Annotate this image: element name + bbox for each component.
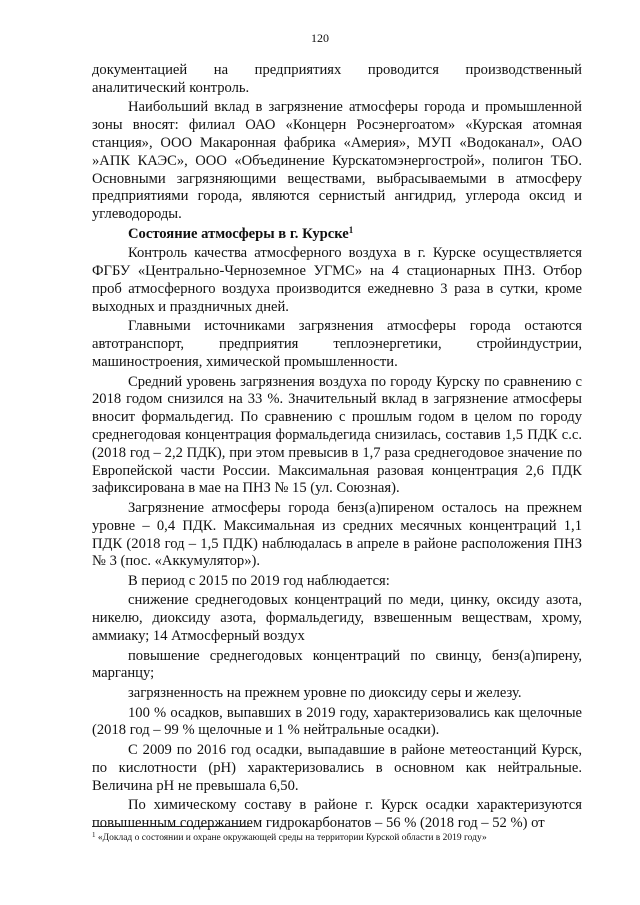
- footnote-text: «Доклад о состоянии и охране окружающей среды на территории Курской области в 2019 году»: [97, 833, 487, 843]
- paragraph: повышение среднегодовых концентраций по свинцу, бенз(а)пирену, марганцу;: [92, 647, 582, 682]
- paragraph: С 2009 по 2016 год осадки, выпадавшие в районе метеостанций Курск, по кислотности (рН) характеризовались в основном как нейтральные. Величина рН не превышала 6,50.: [92, 742, 582, 794]
- footnote-mark: 1: [92, 831, 96, 839]
- paragraph: Контроль качества атмосферного воздуха в г. Курске осуществляется ФГБУ «Центрально-Черноземное УГМС» на 4 стационарных ПНЗ. Отбор проб атмосферного воздуха производится ежедневно 3 раза в сутки, кроме выходных и праздничных дней.: [92, 245, 582, 315]
- paragraph: загрязненность на прежнем уровне по диоксиду серы и железу.: [128, 685, 522, 702]
- page-body: [92, 62, 582, 835]
- page-number: 120: [311, 31, 329, 45]
- section-heading-text: Состояние атмосферы в г. Курске: [128, 225, 349, 242]
- paragraph: Наибольший вклад в загрязнение атмосферы города и промышленной зоны вносят: филиал ОАО «Концерн Росэнергоатом» «Курская атомная станция», ООО Макаронная фабрика «Америя», МУП «Водоканал», ОАО »АПК КАЭС», ООО «Объединение Курскатомэнергострой», полигон ТБО. Основными загрязняющими веществами, выбрасываемыми в атмосферу предприятиями города, являются сернистый ангидрид, углерода оксид и углеводороды.: [92, 99, 582, 223]
- section-heading: [92, 226, 582, 244]
- paragraph: снижение среднегодовых концентраций по меди, цинку, оксиду азота, никелю, диоксиду азота, формальдегиду, взвешенным веществам, хрому, аммиаку; 14 Атмосферный воздух: [92, 592, 582, 645]
- paragraph: Средний уровень загрязнения воздуха по городу Курску по сравнению с 2018 годом снизился на 33 %. Значительный вклад в загрязнение атмосферы вносит формальдегид. По сравнению с прошлым годом в целом по городу среднегодовая концентрация формальдегида снизилась, составив 1,5 ПДК с.с. (2018 год – 2,2 ПДК), при этом превысив в 1,7 раза среднегодовое значение по Европейской части России. Максимальная разовая концентрация 2,6 ПДК зафиксирована в мае на ПНЗ № 15 (ул. Союзная).: [92, 373, 582, 497]
- paragraph: Загрязнение атмосферы города бенз(а)пиреном осталось на прежнем уровне – 0,4 ПДК. Максимальная из средних месячных концентраций 1,1 ПДК (2018 год – 1,5 ПДК) наблюдалась в апреле в районе расположения ПНЗ № 3 (пос. «Аккумулятор»).: [92, 499, 582, 570]
- paragraph: В период с 2015 по 2019 год наблюдается:: [128, 572, 390, 589]
- paragraph: 100 % осадков, выпавших в 2019 году, характеризовались как щелочные (2018 год – 99 % щелочные и 1 % нейтральные осадки).: [92, 704, 582, 739]
- footnote-reference: 1: [348, 224, 354, 235]
- paragraph: документацией на предприятиях проводится производственный аналитический контроль.: [92, 62, 582, 96]
- footnote-divider: [92, 826, 252, 827]
- paragraph: По химическому составу в районе г. Курск осадки характеризуются повышенным содержанием гидрокарбонатов – 56 % (2018 год – 52 %) от: [92, 797, 582, 832]
- paragraph: Главными источниками загрязнения атмосферы города остаются автотранспорт, предприятия теплоэнергетики, стройиндустрии, машиностроения, химической промышленности.: [92, 318, 582, 370]
- footnote: [92, 832, 582, 844]
